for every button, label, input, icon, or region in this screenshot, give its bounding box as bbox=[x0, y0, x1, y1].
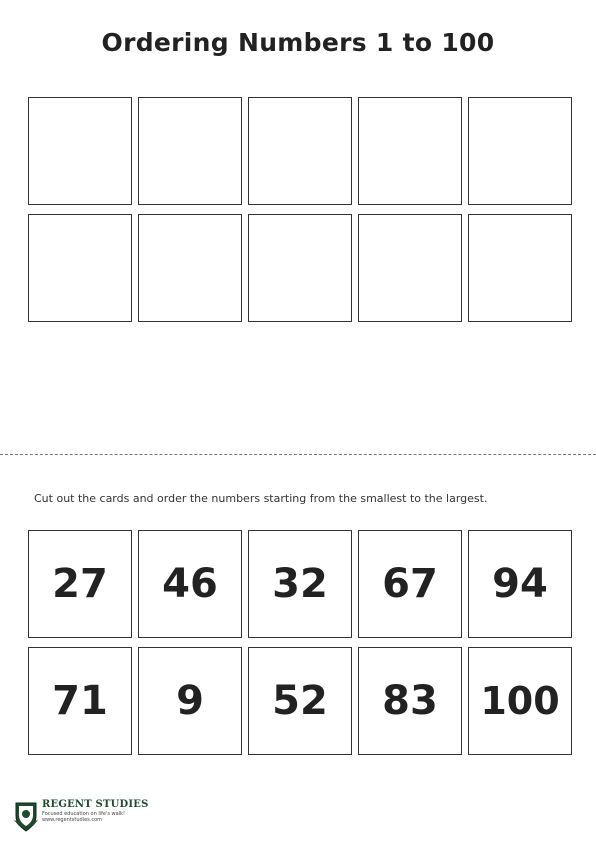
card-number: 9 bbox=[176, 678, 204, 724]
answer-box bbox=[468, 97, 572, 205]
answer-box bbox=[28, 214, 132, 322]
card-number: 94 bbox=[492, 561, 548, 607]
page-title: Ordering Numbers 1 to 100 bbox=[101, 28, 495, 57]
card-number: 100 bbox=[480, 679, 560, 723]
answer-box bbox=[248, 97, 352, 205]
card-number: 32 bbox=[272, 561, 328, 607]
card-number: 27 bbox=[52, 561, 108, 607]
answer-box bbox=[138, 214, 242, 322]
number-card bbox=[358, 647, 462, 755]
number-card bbox=[248, 530, 352, 638]
answer-box bbox=[28, 97, 132, 205]
number-cards bbox=[28, 530, 572, 755]
logo-tagline: Focused education on life's walk! bbox=[42, 811, 125, 817]
number-card bbox=[358, 530, 462, 638]
regent-studies-logo bbox=[14, 800, 149, 832]
answer-box bbox=[468, 214, 572, 322]
logo-name: REGENT STUDIES bbox=[42, 799, 149, 810]
card-number: 83 bbox=[382, 678, 438, 724]
answer-box bbox=[358, 214, 462, 322]
answer-grid bbox=[28, 97, 572, 322]
number-card bbox=[468, 530, 572, 638]
number-card bbox=[138, 647, 242, 755]
number-card bbox=[28, 530, 132, 638]
cut-line bbox=[0, 454, 596, 455]
number-card bbox=[28, 647, 132, 755]
card-number: 46 bbox=[162, 561, 218, 607]
answer-box bbox=[138, 97, 242, 205]
crest-icon bbox=[14, 800, 38, 832]
answer-box bbox=[358, 97, 462, 205]
card-number: 67 bbox=[382, 561, 438, 607]
number-card bbox=[138, 530, 242, 638]
number-card bbox=[248, 647, 352, 755]
card-number: 71 bbox=[52, 678, 108, 724]
number-card bbox=[468, 647, 572, 755]
logo-url: www.regentstudies.com bbox=[42, 817, 103, 823]
card-number: 52 bbox=[272, 678, 328, 724]
answer-box bbox=[248, 214, 352, 322]
instructions: Cut out the cards and order the numbers starting from the smallest to the largest. bbox=[34, 492, 488, 505]
